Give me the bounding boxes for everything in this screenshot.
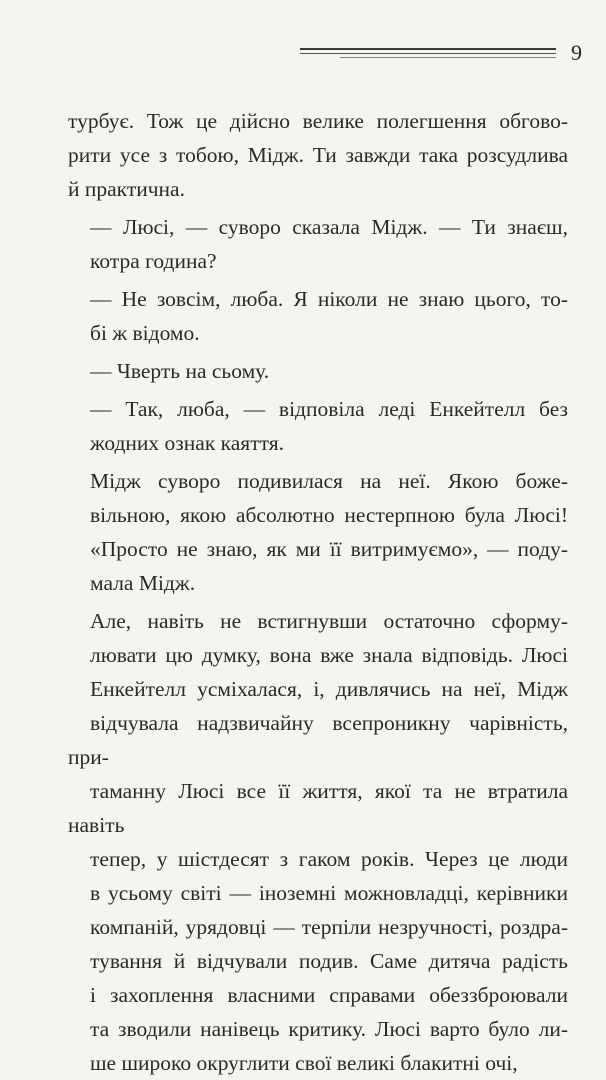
text-line: відчувала надзвичайну всепроникну чарівність, при- bbox=[68, 711, 568, 769]
text-line: — Так, люба, — відповіла леді Енкейтелл без bbox=[90, 397, 568, 421]
paragraph bbox=[68, 210, 568, 278]
paragraph bbox=[68, 464, 568, 600]
paragraph bbox=[68, 354, 568, 388]
text-line: мала Мідж. bbox=[90, 571, 196, 595]
text-line: Енкейтелл усміхалася, і, дивлячись на неї, Мідж bbox=[90, 677, 568, 701]
text-line: і захоплення власними справами обеззброювали bbox=[90, 983, 568, 1007]
text-line: вільною, якою абсолютно нестерпною була Люсі! bbox=[90, 503, 568, 527]
text-line: — Люсі, — суворо сказала Мідж. — Ти знаєш, bbox=[90, 215, 568, 239]
text-line: тепер, у шістдесят з гаком років. Через це люди bbox=[90, 847, 568, 871]
text-line: «Просто не знаю, як ми її витримуємо», — поду- bbox=[90, 537, 568, 561]
text-line: компаній, урядовці — терпіли незручності, роздра- bbox=[90, 915, 568, 939]
text-line: тування й відчували подив. Саме дитяча радість bbox=[90, 949, 568, 973]
text-line: котра година? bbox=[90, 249, 217, 273]
page-header bbox=[300, 38, 592, 68]
header-rule-thin bbox=[300, 53, 556, 54]
page-number: 9 bbox=[571, 40, 582, 65]
text-line: — Не зовсім, люба. Я ніколи не знаю цього, то- bbox=[90, 287, 568, 311]
paragraph bbox=[68, 392, 568, 460]
text-line: й практична. bbox=[68, 177, 185, 201]
text-line: жодних ознак каяття. bbox=[90, 431, 284, 455]
text-line: рити усе з тобою, Мідж. Ти завжди така розсудлива bbox=[68, 143, 568, 167]
text-line: та зводили нанівець критику. Люсі варто було ли- bbox=[90, 1017, 568, 1041]
body-text bbox=[68, 104, 568, 1080]
text-line: турбує. Тож це дійсно велике полегшення обгово- bbox=[68, 109, 568, 133]
paragraph bbox=[68, 282, 568, 350]
header-rule-thick bbox=[300, 48, 556, 50]
text-line: ше широко округлити свої великі блакитні очі, bbox=[90, 1051, 518, 1075]
text-line: в усьому світі — іноземні можновладці, керівники bbox=[90, 881, 568, 905]
text-line: лювати цю думку, вона вже знала відповідь. Люсі bbox=[90, 643, 568, 667]
text-line: Мідж суворо подивилася на неї. Якою боже- bbox=[90, 469, 568, 493]
paragraph bbox=[68, 104, 568, 206]
text-line: бі ж відомо. bbox=[90, 321, 200, 345]
paragraph bbox=[68, 604, 568, 1080]
text-line: таманну Люсі все її життя, якої та не втратила навіть bbox=[68, 779, 568, 837]
header-rule-ornament bbox=[300, 48, 556, 62]
text-line: Але, навіть не встигнувши остаточно сформу- bbox=[90, 609, 568, 633]
text-line: — Чверть на сьому. bbox=[90, 359, 270, 383]
header-rule-hairline bbox=[340, 57, 556, 58]
